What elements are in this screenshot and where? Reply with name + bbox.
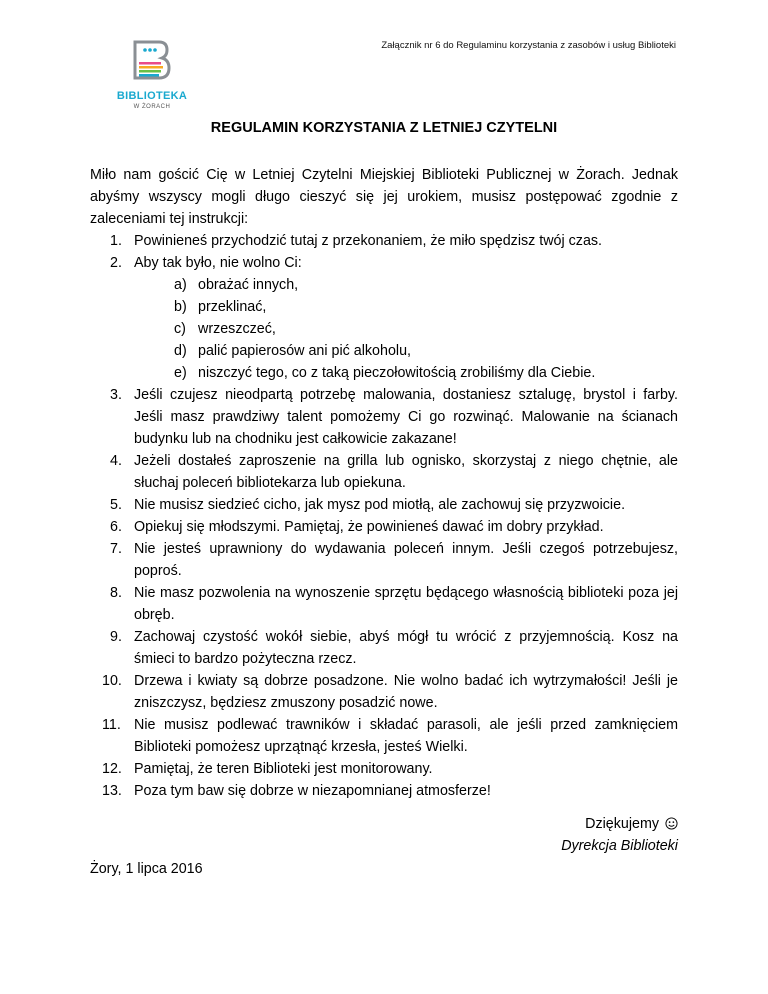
rule-item-3 xyxy=(90,384,678,450)
rule-item-4 xyxy=(90,450,678,494)
rule-number: 6. xyxy=(110,519,122,535)
rule-number: 13. xyxy=(102,783,122,799)
sub-text: niszczyć tego, co z taką pieczołowitością zrobiliśmy dla Ciebie. xyxy=(198,365,596,381)
rule-item-1 xyxy=(90,230,678,252)
rule-text: Powinieneś przychodzić tutaj z przekonaniem, że miło spędzisz twój czas. xyxy=(134,233,603,249)
sub-text: palić papierosów ani pić alkoholu, xyxy=(198,343,411,359)
rule-item-10 xyxy=(90,670,678,714)
rule-text: Zachowaj czystość wokół siebie, abyś mógł tu wrócić z przyjemnością. Kosz na śmieci to bardzo pożyteczna rzecz. xyxy=(134,629,678,667)
rule-text: Pamiętaj, że teren Biblioteki jest monitorowany. xyxy=(134,761,433,777)
rule-number: 12. xyxy=(102,761,122,777)
logo-name: BIBLIOTEKA xyxy=(116,90,188,102)
rule-number: 10. xyxy=(102,673,122,689)
rule-text: Aby tak było, nie wolno Ci: xyxy=(134,255,302,271)
logo-subtitle: W ŻORACH xyxy=(133,104,171,110)
rule-text: Jeśli czujesz nieodpartą potrzebę malowania, dostaniesz sztalugę, brystol i farby. Jeśli masz prawdziwy talent pomożemy Ci go rozwinąć. Malowanie na ścianach budynku lub na chodniku jest całkowicie zakazane! xyxy=(134,387,678,447)
rule-2-sublist xyxy=(134,274,678,384)
rule-item-2 xyxy=(90,252,678,384)
sub-item-b xyxy=(134,296,678,318)
sub-text: wrzeszczeć, xyxy=(198,321,276,337)
library-logo xyxy=(112,40,192,122)
sub-text: obrażać innych, xyxy=(198,277,299,293)
thanks-text: Dziękujemy xyxy=(585,816,660,832)
rule-item-8 xyxy=(90,582,678,626)
rule-number: 9. xyxy=(110,629,122,645)
rule-item-7 xyxy=(90,538,678,582)
rule-item-6 xyxy=(90,516,678,538)
signature: Dyrekcja Biblioteki xyxy=(561,838,678,854)
sub-letter: e) xyxy=(174,365,187,381)
rule-item-11 xyxy=(90,714,678,758)
library-logo-icon xyxy=(129,40,175,88)
intro-paragraph: Miło nam gościć Cię w Letniej Czytelni Miejskiej Biblioteki Publicznej w Żorach. Jednak abyśmy wszyscy mogli długo cieszyć się jej urokiem, musisz postępować zgodnie z zaleceniami tej instrukcji: xyxy=(90,167,678,227)
rule-number: 5. xyxy=(110,497,122,513)
sub-item-c xyxy=(134,318,678,340)
rule-item-9 xyxy=(90,626,678,670)
document-title: REGULAMIN KORZYSTANIA Z LETNIEJ CZYTELNI xyxy=(210,120,558,136)
rules-list xyxy=(90,230,678,802)
rule-number: 4. xyxy=(110,453,122,469)
sub-item-d xyxy=(134,340,678,362)
thanks-line xyxy=(585,813,678,835)
smiley-icon xyxy=(665,817,678,830)
rule-text: Nie masz pozwolenia na wynoszenie sprzętu będącego własnością biblioteki poza jej obręb. xyxy=(134,585,678,623)
header-note: Załącznik nr 6 do Regulaminu korzystania z zasobów i usług Biblioteki xyxy=(381,40,676,51)
rule-text: Jeżeli dostałeś zaproszenie na grilla lub ognisko, skorzystaj z niego chętnie, ale słuchaj poleceń bibliotekarza lub opiekuna. xyxy=(134,453,678,491)
rule-text: Drzewa i kwiaty są dobrze posadzone. Nie wolno badać ich wytrzymałości! Jeśli je zniszczysz, będziesz zmuszony posadzić nowe. xyxy=(134,673,678,711)
sub-letter: d) xyxy=(174,343,187,359)
rule-number: 1. xyxy=(110,233,122,249)
sub-letter: a) xyxy=(174,277,187,293)
rule-number: 3. xyxy=(110,387,122,403)
rule-number: 2. xyxy=(110,255,122,271)
sub-letter: b) xyxy=(174,299,187,315)
rule-item-13 xyxy=(90,780,678,802)
sub-item-e xyxy=(134,362,678,384)
rule-text: Poza tym baw się dobrze w niezapomnianej atmosferze! xyxy=(134,783,491,799)
rule-text: Nie musisz siedzieć cicho, jak mysz pod miotłą, ale zachowuj się przyzwoicie. xyxy=(134,497,626,513)
sub-item-a xyxy=(134,274,678,296)
rule-text: Nie musisz podlewać trawników i składać parasoli, ale jeśli przed zamknięciem Biblioteki pomożesz uprzątnąć krzesła, jesteś Wielki. xyxy=(134,717,678,755)
rule-text: Opiekuj się młodszymi. Pamiętaj, że powinieneś dawać im dobry przykład. xyxy=(134,519,604,535)
rule-item-5 xyxy=(90,494,678,516)
sub-text: przeklinać, xyxy=(198,299,267,315)
rule-text: Nie jesteś uprawniony do wydawania poleceń innym. Jeśli czegoś potrzebujesz, poproś. xyxy=(134,541,678,579)
rule-number: 7. xyxy=(110,541,122,557)
rule-number: 11. xyxy=(102,717,121,733)
document-date: Żory, 1 lipca 2016 xyxy=(90,861,203,877)
sub-letter: c) xyxy=(174,321,186,337)
rule-item-12 xyxy=(90,758,678,780)
rule-number: 8. xyxy=(110,585,122,601)
